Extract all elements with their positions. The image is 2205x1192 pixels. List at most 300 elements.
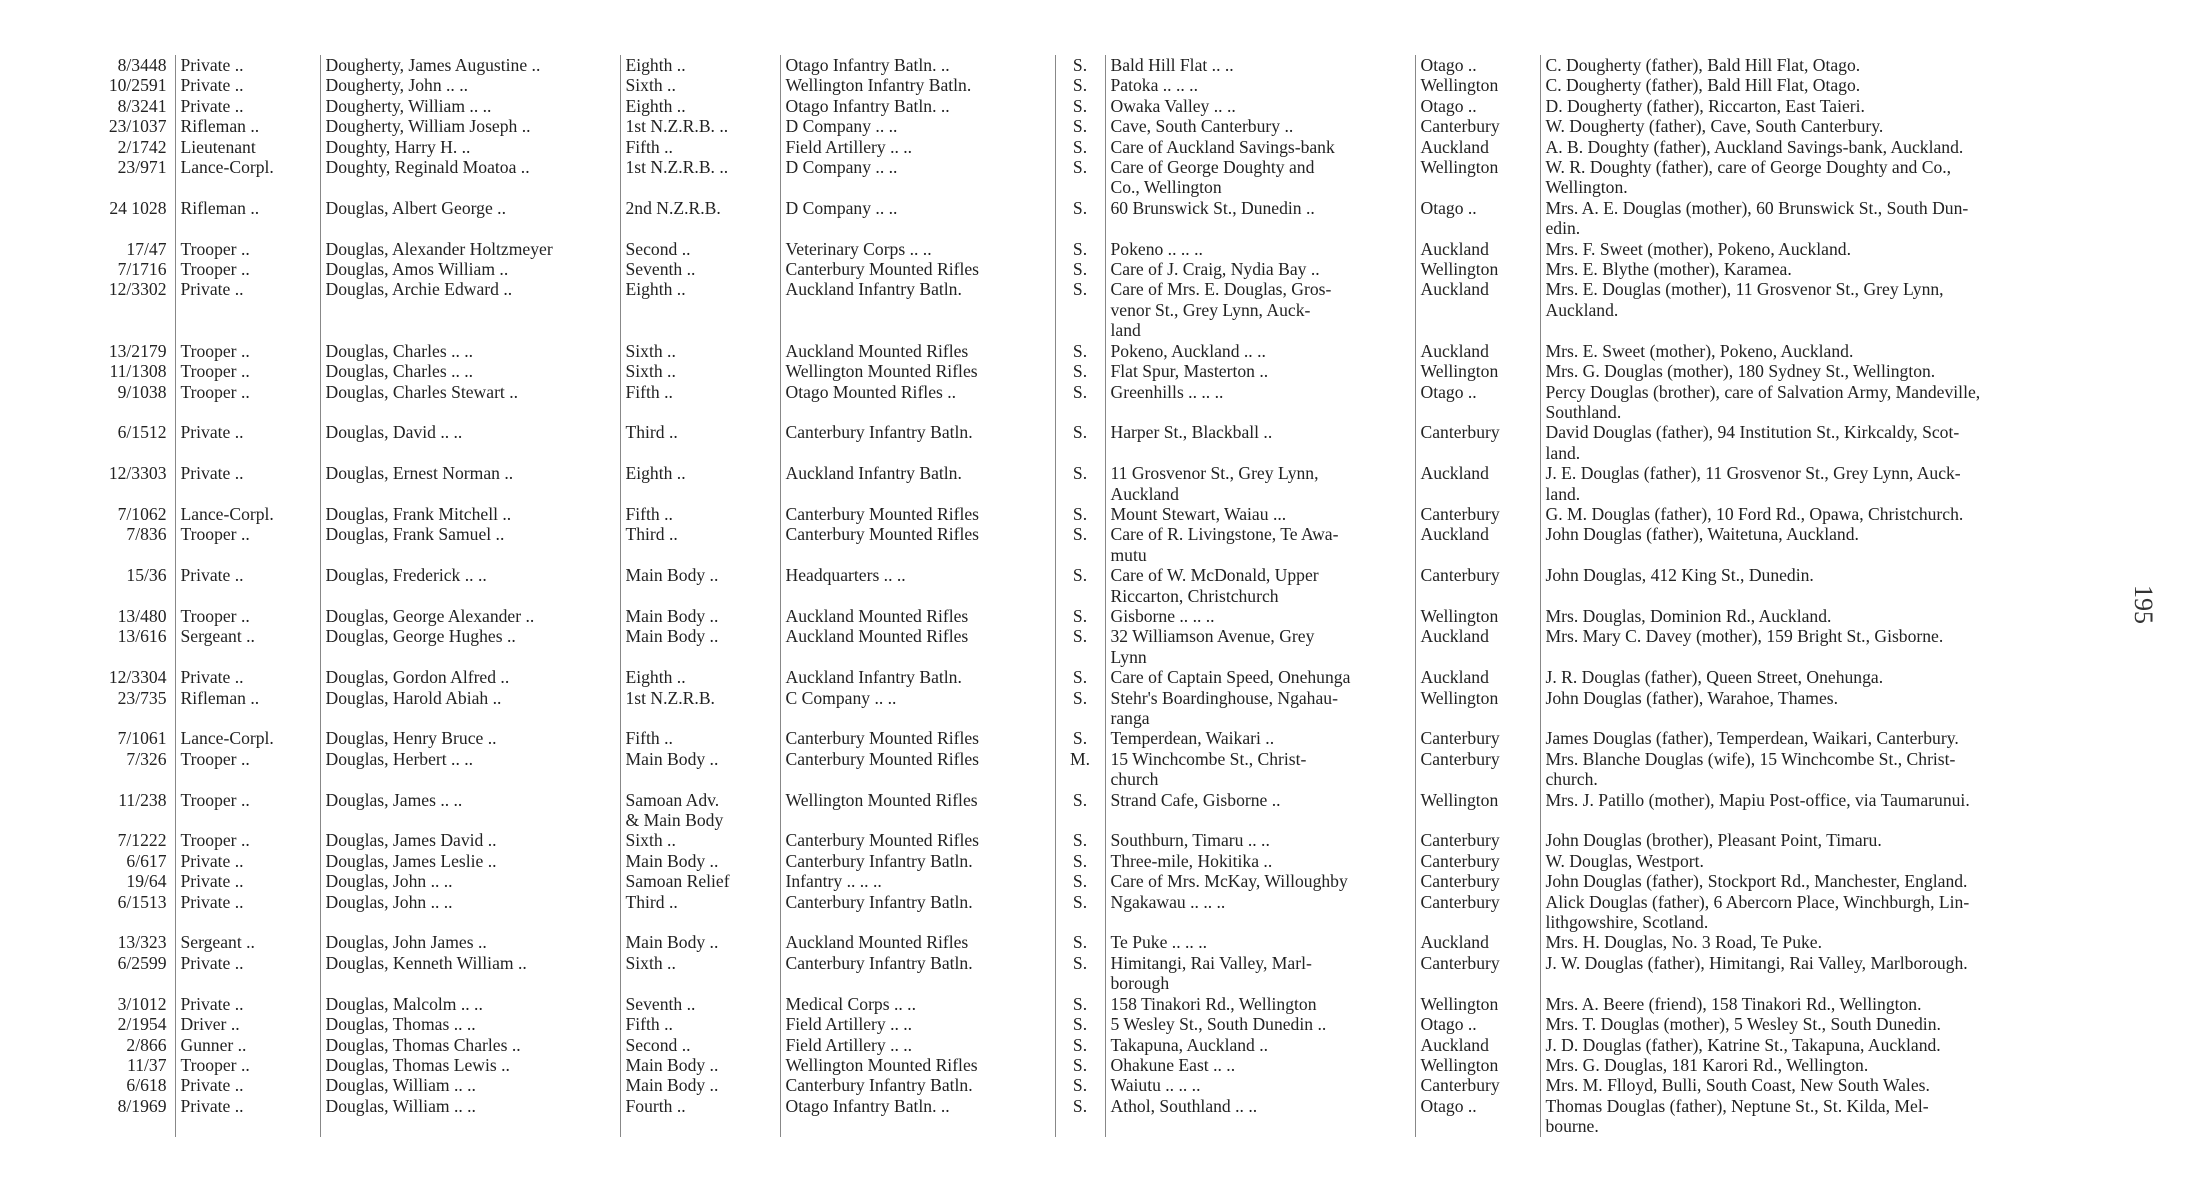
soldier-name-cell: Douglas, John .. .. <box>320 871 620 891</box>
district-cell: Canterbury <box>1415 953 1540 994</box>
last-address-cell: Harper St., Blackball .. <box>1105 422 1415 463</box>
next-of-kin-cell: W. R. Doughty (father), care of George Doughty and Co., Wellington. <box>1540 157 2140 198</box>
regimental-number-cell: 2/1954 <box>117 1014 167 1035</box>
marital-status-cell: S. <box>1055 463 1105 504</box>
last-address-cell: Mount Stewart, Waiau ... <box>1105 504 1415 524</box>
district-cell: Auckland <box>1415 137 1540 157</box>
district-cell: Canterbury <box>1415 851 1540 871</box>
regimental-number-cell: 7/1061 <box>117 728 167 749</box>
table-row <box>70 626 2140 667</box>
marital-status-cell: S. <box>1055 606 1105 626</box>
next-of-kin-cell: Mrs. E. Douglas (mother), 11 Grosvenor St., Grey Lynn, Auckland. <box>1540 279 2140 340</box>
district-cell: Canterbury <box>1415 565 1540 606</box>
unit-cell: D Company .. .. <box>780 157 1055 198</box>
soldier-name-cell: Douglas, William .. .. <box>320 1096 620 1137</box>
draft-cell: Fifth .. <box>620 728 780 748</box>
regimental-number-cell: 9/1038 <box>117 381 167 402</box>
draft-cell: Sixth .. <box>620 341 780 361</box>
unit-cell: C Company .. .. <box>780 688 1055 729</box>
draft-cell: Main Body .. <box>620 1055 780 1075</box>
draft-cell: Seventh .. <box>620 259 780 279</box>
district-cell: Wellington <box>1415 994 1540 1014</box>
regimental-number-cell: 8/3241 <box>117 95 167 116</box>
draft-cell: 1st N.Z.R.B. .. <box>620 116 780 136</box>
regimental-number-cell: 11/1308 <box>109 361 167 382</box>
marital-status-cell: S. <box>1055 932 1105 952</box>
unit-cell: Auckland Infantry Batln. <box>780 279 1055 340</box>
rank-cell: Private .. <box>175 851 320 871</box>
district-cell: Wellington <box>1415 259 1540 279</box>
next-of-kin-cell: John Douglas (father), Stockport Rd., Manchester, England. <box>1540 871 2140 891</box>
rank-cell: Rifleman .. <box>175 116 320 136</box>
rank-cell: Gunner .. <box>175 1035 320 1055</box>
next-of-kin-cell: C. Dougherty (father), Bald Hill Flat, Otago. <box>1540 55 2140 75</box>
next-of-kin-cell: Mrs. G. Douglas, 181 Karori Rd., Wellington. <box>1540 1055 2140 1075</box>
soldier-name-cell: Douglas, James .. .. <box>320 790 620 831</box>
table-row <box>70 851 2140 871</box>
district-cell: Auckland <box>1415 667 1540 687</box>
table-row <box>70 728 2140 748</box>
rank-cell: Private .. <box>175 565 320 606</box>
regimental-number-cell: 15/36 <box>126 565 167 586</box>
district-cell: Canterbury <box>1415 728 1540 748</box>
draft-cell: Third .. <box>620 524 780 565</box>
district-cell: Auckland <box>1415 932 1540 952</box>
next-of-kin-cell: Mrs. T. Douglas (mother), 5 Wesley St., South Dunedin. <box>1540 1014 2140 1034</box>
regimental-number-cell: 12/3302 <box>108 279 167 300</box>
soldier-name-cell: Douglas, James David .. <box>320 830 620 850</box>
rank-cell: Private .. <box>175 279 320 340</box>
next-of-kin-cell: Mrs. A. E. Douglas (mother), 60 Brunswick St., South Dun- edin. <box>1540 198 2140 239</box>
soldier-name-cell: Douglas, Charles .. .. <box>320 341 620 361</box>
rank-cell: Trooper .. <box>175 790 320 831</box>
next-of-kin-cell: Mrs. J. Patillo (mother), Mapiu Post-office, via Taumarunui. <box>1540 790 2140 831</box>
table-row <box>70 1096 2140 1137</box>
regimental-number-cell: 7/1222 <box>117 830 167 851</box>
rank-cell: Trooper .. <box>175 382 320 423</box>
soldier-name-cell: Douglas, Kenneth William .. <box>320 953 620 994</box>
district-cell: Otago .. <box>1415 55 1540 75</box>
marital-status-cell: S. <box>1055 96 1105 116</box>
draft-cell: Main Body .. <box>620 932 780 952</box>
regimental-number-cell: 6/2599 <box>117 952 167 973</box>
regimental-number-cell: 13/480 <box>117 605 167 626</box>
next-of-kin-cell: Mrs. G. Douglas (mother), 180 Sydney St., Wellington. <box>1540 361 2140 381</box>
soldier-name-cell: Douglas, Thomas .. .. <box>320 1014 620 1034</box>
draft-cell: Seventh .. <box>620 994 780 1014</box>
district-cell: Canterbury <box>1415 830 1540 850</box>
last-address-cell: Greenhills .. .. .. <box>1105 382 1415 423</box>
district-cell: Canterbury <box>1415 892 1540 933</box>
last-address-cell: Care of Captain Speed, Onehunga <box>1105 667 1415 687</box>
regimental-number-cell: 13/323 <box>117 932 167 953</box>
rank-cell: Trooper .. <box>175 1055 320 1075</box>
last-address-cell: Southburn, Timaru .. .. <box>1105 830 1415 850</box>
regimental-number-cell: 23/1037 <box>108 116 167 137</box>
draft-cell: Second .. <box>620 239 780 259</box>
marital-status-cell: S. <box>1055 830 1105 850</box>
regimental-number-cell: 13/2179 <box>108 340 167 361</box>
regimental-number-cell: 12/3304 <box>108 667 167 688</box>
last-address-cell: Temperdean, Waikari .. <box>1105 728 1415 748</box>
regimental-number-cell: 23/735 <box>117 687 167 708</box>
next-of-kin-cell: Mrs. M. Flloyd, Bulli, South Coast, New South Wales. <box>1540 1075 2140 1095</box>
next-of-kin-cell: John Douglas, 412 King St., Dunedin. <box>1540 565 2140 606</box>
district-cell: Wellington <box>1415 606 1540 626</box>
last-address-cell: Stehr's Boardinghouse, Ngahau- ranga <box>1105 688 1415 729</box>
unit-cell: Auckland Infantry Batln. <box>780 463 1055 504</box>
table-row <box>70 749 2140 790</box>
draft-cell: Third .. <box>620 892 780 933</box>
table-row <box>70 137 2140 157</box>
last-address-cell: Te Puke .. .. .. <box>1105 932 1415 952</box>
unit-cell: Veterinary Corps .. .. <box>780 239 1055 259</box>
soldier-name-cell: Douglas, Herbert .. .. <box>320 749 620 790</box>
last-address-cell: 158 Tinakori Rd., Wellington <box>1105 994 1415 1014</box>
table-row <box>70 361 2140 381</box>
draft-cell: Third .. <box>620 422 780 463</box>
marital-status-cell: S. <box>1055 1096 1105 1137</box>
draft-cell: Main Body .. <box>620 1075 780 1095</box>
unit-cell: D Company .. .. <box>780 116 1055 136</box>
marital-status-cell: S. <box>1055 953 1105 994</box>
marital-status-cell: S. <box>1055 994 1105 1014</box>
marital-status-cell: S. <box>1055 1014 1105 1034</box>
marital-status-cell: S. <box>1055 688 1105 729</box>
district-cell: Canterbury <box>1415 871 1540 891</box>
regimental-number-cell: 24 1028 <box>109 197 167 218</box>
last-address-cell: Care of Auckland Savings-bank <box>1105 137 1415 157</box>
last-address-cell: Cave, South Canterbury .. <box>1105 116 1415 136</box>
last-address-cell: Patoka .. .. .. <box>1105 75 1415 95</box>
soldier-name-cell: Douglas, Gordon Alfred .. <box>320 667 620 687</box>
rank-cell: Lance-Corpl. <box>175 504 320 524</box>
unit-cell: Canterbury Mounted Rifles <box>780 830 1055 850</box>
draft-cell: Fifth .. <box>620 1014 780 1034</box>
marital-status-cell: S. <box>1055 1055 1105 1075</box>
rank-cell: Private .. <box>175 422 320 463</box>
last-address-cell: Ngakawau .. .. .. <box>1105 892 1415 933</box>
next-of-kin-cell: Thomas Douglas (father), Neptune St., St. Kilda, Mel- bourne. <box>1540 1096 2140 1137</box>
table-row <box>70 565 2140 606</box>
table-row <box>70 688 2140 729</box>
soldier-name-cell: Dougherty, John .. .. <box>320 75 620 95</box>
marital-status-cell: S. <box>1055 871 1105 891</box>
rank-cell: Rifleman .. <box>175 688 320 729</box>
marital-status-cell: S. <box>1055 524 1105 565</box>
rank-cell: Rifleman .. <box>175 198 320 239</box>
regimental-number-cell: 11/238 <box>118 789 167 810</box>
next-of-kin-cell: James Douglas (father), Temperdean, Waikari, Canterbury. <box>1540 728 2140 748</box>
regimental-number-cell: 13/616 <box>117 626 167 647</box>
next-of-kin-cell: Alick Douglas (father), 6 Abercorn Place, Winchburgh, Lin- lithgowshire, Scotland. <box>1540 892 2140 933</box>
marital-status-cell: S. <box>1055 1035 1105 1055</box>
unit-cell: Auckland Mounted Rifles <box>780 341 1055 361</box>
draft-cell: Main Body .. <box>620 626 780 667</box>
soldier-name-cell: Douglas, Archie Edward .. <box>320 279 620 340</box>
table-row <box>70 116 2140 136</box>
soldier-name-cell: Douglas, Alexander Holtzmeyer <box>320 239 620 259</box>
soldier-name-cell: Douglas, Frederick .. .. <box>320 565 620 606</box>
soldier-name-cell: Doughty, Reginald Moatoa .. <box>320 157 620 198</box>
regimental-number-cell: 10/2591 <box>108 75 167 96</box>
unit-cell: Wellington Mounted Rifles <box>780 790 1055 831</box>
table-row <box>70 259 2140 279</box>
unit-cell: Otago Infantry Batln. .. <box>780 1096 1055 1137</box>
last-address-cell: Athol, Southland .. .. <box>1105 1096 1415 1137</box>
marital-status-cell: S. <box>1055 667 1105 687</box>
marital-status-cell: S. <box>1055 422 1105 463</box>
rank-cell: Private .. <box>175 75 320 95</box>
soldier-name-cell: Douglas, George Hughes .. <box>320 626 620 667</box>
district-cell: Auckland <box>1415 279 1540 340</box>
table-row <box>70 463 2140 504</box>
soldier-name-cell: Douglas, Albert George .. <box>320 198 620 239</box>
regimental-number-cell: 8/3448 <box>117 55 167 75</box>
unit-cell: Auckland Mounted Rifles <box>780 932 1055 952</box>
table-row <box>70 1055 2140 1075</box>
rank-cell: Private .. <box>175 994 320 1014</box>
unit-cell: Field Artillery .. .. <box>780 1014 1055 1034</box>
district-cell: Auckland <box>1415 463 1540 504</box>
table-row <box>70 830 2140 850</box>
marital-status-cell: S. <box>1055 259 1105 279</box>
unit-cell: Medical Corps .. .. <box>780 994 1055 1014</box>
unit-cell: Infantry .. .. .. <box>780 871 1055 891</box>
unit-cell: Canterbury Infantry Batln. <box>780 851 1055 871</box>
draft-cell: Fifth .. <box>620 382 780 423</box>
draft-cell: Eighth .. <box>620 279 780 340</box>
table-row <box>70 790 2140 831</box>
rank-cell: Private .. <box>175 953 320 994</box>
soldier-name-cell: Douglas, George Alexander .. <box>320 606 620 626</box>
next-of-kin-cell: Mrs. Douglas, Dominion Rd., Auckland. <box>1540 606 2140 626</box>
last-address-cell: Three-mile, Hokitika .. <box>1105 851 1415 871</box>
last-address-cell: Owaka Valley .. .. <box>1105 96 1415 116</box>
unit-cell: Canterbury Infantry Batln. <box>780 892 1055 933</box>
regimental-number-cell: 6/617 <box>126 850 167 871</box>
table-row <box>70 341 2140 361</box>
table-row <box>70 422 2140 463</box>
rank-cell: Lieutenant <box>175 137 320 157</box>
rank-cell: Private .. <box>175 96 320 116</box>
next-of-kin-cell: Mrs. H. Douglas, No. 3 Road, Te Puke. <box>1540 932 2140 952</box>
next-of-kin-cell: Mrs. A. Beere (friend), 158 Tinakori Rd., Wellington. <box>1540 994 2140 1014</box>
marital-status-cell: S. <box>1055 382 1105 423</box>
next-of-kin-cell: Mrs. Blanche Douglas (wife), 15 Winchcombe St., Christ- church. <box>1540 749 2140 790</box>
marital-status-cell: S. <box>1055 1075 1105 1095</box>
marital-status-cell: S. <box>1055 341 1105 361</box>
unit-cell: Field Artillery .. .. <box>780 137 1055 157</box>
last-address-cell: Care of J. Craig, Nydia Bay .. <box>1105 259 1415 279</box>
next-of-kin-cell: W. Dougherty (father), Cave, South Canterbury. <box>1540 116 2140 136</box>
regimental-number-cell: 23/971 <box>117 157 167 178</box>
next-of-kin-cell: Mrs. E. Sweet (mother), Pokeno, Auckland. <box>1540 341 2140 361</box>
draft-cell: Eighth .. <box>620 96 780 116</box>
last-address-cell: Gisborne .. .. .. <box>1105 606 1415 626</box>
soldier-name-cell: Dougherty, William .. .. <box>320 96 620 116</box>
marital-status-cell: S. <box>1055 279 1105 340</box>
soldier-name-cell: Douglas, John James .. <box>320 932 620 952</box>
draft-cell: Eighth .. <box>620 55 780 75</box>
district-cell: Auckland <box>1415 341 1540 361</box>
unit-cell: Wellington Infantry Batln. <box>780 75 1055 95</box>
rank-cell: Private .. <box>175 667 320 687</box>
last-address-cell: Care of George Doughty and Co., Wellington <box>1105 157 1415 198</box>
last-address-cell: Himitangi, Rai Valley, Marl- borough <box>1105 953 1415 994</box>
draft-cell: Sixth .. <box>620 830 780 850</box>
rank-cell: Private .. <box>175 871 320 891</box>
unit-cell: Auckland Infantry Batln. <box>780 667 1055 687</box>
next-of-kin-cell: John Douglas (father), Waitetuna, Auckland. <box>1540 524 2140 565</box>
draft-cell: Fourth .. <box>620 1096 780 1137</box>
marital-status-cell: S. <box>1055 75 1105 95</box>
draft-cell: Fifth .. <box>620 137 780 157</box>
table-row <box>70 892 2140 933</box>
marital-status-cell: S. <box>1055 137 1105 157</box>
last-address-cell: Ohakune East .. .. <box>1105 1055 1415 1075</box>
next-of-kin-cell: D. Dougherty (father), Riccarton, East Taieri. <box>1540 96 2140 116</box>
regimental-number-cell: 7/1062 <box>117 503 167 524</box>
last-address-cell: Care of R. Livingstone, Te Awa- mutu <box>1105 524 1415 565</box>
last-address-cell: Flat Spur, Masterton .. <box>1105 361 1415 381</box>
marital-status-cell: S. <box>1055 239 1105 259</box>
last-address-cell: Bald Hill Flat .. .. <box>1105 55 1415 75</box>
unit-cell: Auckland Mounted Rifles <box>780 606 1055 626</box>
rank-cell: Trooper .. <box>175 749 320 790</box>
soldier-name-cell: Douglas, Ernest Norman .. <box>320 463 620 504</box>
regimental-number-cell: 8/1969 <box>117 1095 167 1116</box>
unit-cell: D Company .. .. <box>780 198 1055 239</box>
draft-cell: Eighth .. <box>620 667 780 687</box>
marital-status-cell: S. <box>1055 728 1105 748</box>
table-row <box>70 667 2140 687</box>
table-row <box>70 75 2140 95</box>
district-cell: Otago .. <box>1415 1096 1540 1137</box>
rank-cell: Trooper .. <box>175 830 320 850</box>
soldier-name-cell: Douglas, Charles Stewart .. <box>320 382 620 423</box>
table-row <box>70 953 2140 994</box>
unit-cell: Wellington Mounted Rifles <box>780 1055 1055 1075</box>
district-cell: Canterbury <box>1415 1075 1540 1095</box>
last-address-cell: Care of W. McDonald, Upper Riccarton, Christchurch <box>1105 565 1415 606</box>
nominal-roll-table <box>70 55 2140 1137</box>
next-of-kin-cell: A. B. Doughty (father), Auckland Savings-bank, Auckland. <box>1540 137 2140 157</box>
unit-cell: Canterbury Mounted Rifles <box>780 524 1055 565</box>
rank-cell: Trooper .. <box>175 524 320 565</box>
last-address-cell: Care of Mrs. McKay, Willoughby <box>1105 871 1415 891</box>
unit-cell: Canterbury Infantry Batln. <box>780 953 1055 994</box>
next-of-kin-cell: J. E. Douglas (father), 11 Grosvenor St., Grey Lynn, Auck- land. <box>1540 463 2140 504</box>
district-cell: Otago .. <box>1415 198 1540 239</box>
regimental-number-cell: 19/64 <box>126 871 167 892</box>
marital-status-cell: S. <box>1055 55 1105 75</box>
unit-cell: Field Artillery .. .. <box>780 1035 1055 1055</box>
draft-cell: Second .. <box>620 1035 780 1055</box>
marital-status-cell: S. <box>1055 892 1105 933</box>
unit-cell: Otago Infantry Batln. .. <box>780 55 1055 75</box>
last-address-cell: 5 Wesley St., South Dunedin .. <box>1105 1014 1415 1034</box>
next-of-kin-cell: Mrs. E. Blythe (mother), Karamea. <box>1540 259 2140 279</box>
table-row <box>70 606 2140 626</box>
rank-cell: Private .. <box>175 1075 320 1095</box>
table-row <box>70 198 2140 239</box>
unit-cell: Canterbury Mounted Rifles <box>780 259 1055 279</box>
table-row <box>70 932 2140 952</box>
next-of-kin-cell: G. M. Douglas (father), 10 Ford Rd., Opawa, Christchurch. <box>1540 504 2140 524</box>
draft-cell: Main Body .. <box>620 606 780 626</box>
draft-cell: Samoan Adv. & Main Body <box>620 790 780 831</box>
last-address-cell: Pokeno, Auckland .. .. <box>1105 341 1415 361</box>
soldier-name-cell: Douglas, John .. .. <box>320 892 620 933</box>
last-address-cell: Strand Cafe, Gisborne .. <box>1105 790 1415 831</box>
draft-cell: 1st N.Z.R.B. <box>620 688 780 729</box>
draft-cell: Main Body .. <box>620 749 780 790</box>
district-cell: Wellington <box>1415 157 1540 198</box>
district-cell: Canterbury <box>1415 504 1540 524</box>
soldier-name-cell: Douglas, David .. .. <box>320 422 620 463</box>
district-cell: Wellington <box>1415 75 1540 95</box>
unit-cell: Headquarters .. .. <box>780 565 1055 606</box>
regimental-number-cell: 17/47 <box>126 238 167 259</box>
regimental-number-cell: 3/1012 <box>117 993 167 1014</box>
regimental-number-cell: 7/1716 <box>117 259 167 280</box>
draft-cell: Samoan Relief <box>620 871 780 891</box>
marital-status-cell: S. <box>1055 361 1105 381</box>
soldier-name-cell: Douglas, Frank Mitchell .. <box>320 504 620 524</box>
rank-cell: Private .. <box>175 892 320 933</box>
district-cell: Wellington <box>1415 361 1540 381</box>
regimental-number-cell: 6/1513 <box>117 891 167 912</box>
soldier-name-cell: Douglas, Malcolm .. .. <box>320 994 620 1014</box>
table-row <box>70 96 2140 116</box>
soldier-name-cell: Doughty, Harry H. .. <box>320 137 620 157</box>
regimental-number-cell: 7/326 <box>126 748 167 769</box>
draft-cell: Sixth .. <box>620 953 780 994</box>
district-cell: Auckland <box>1415 524 1540 565</box>
next-of-kin-cell: J. D. Douglas (father), Katrine St., Takapuna, Auckland. <box>1540 1035 2140 1055</box>
regimental-number-cell: 6/1512 <box>117 422 167 443</box>
rank-cell: Trooper .. <box>175 259 320 279</box>
table-row <box>70 382 2140 423</box>
soldier-name-cell: Douglas, Frank Samuel .. <box>320 524 620 565</box>
district-cell: Otago .. <box>1415 1014 1540 1034</box>
table-row <box>70 1035 2140 1055</box>
unit-cell: Canterbury Mounted Rifles <box>780 728 1055 748</box>
rank-cell: Trooper .. <box>175 239 320 259</box>
marital-status-cell: S. <box>1055 851 1105 871</box>
table-row <box>70 524 2140 565</box>
unit-cell: Otago Mounted Rifles .. <box>780 382 1055 423</box>
regimental-number-cell: 6/618 <box>126 1075 167 1096</box>
rank-cell: Sergeant .. <box>175 626 320 667</box>
regimental-number-cell: 2/1742 <box>117 136 167 157</box>
table-row <box>70 55 2140 75</box>
soldier-name-cell: Douglas, Charles .. .. <box>320 361 620 381</box>
rank-cell: Lance-Corpl. <box>175 157 320 198</box>
soldier-name-cell: Douglas, Harold Abiah .. <box>320 688 620 729</box>
draft-cell: Eighth .. <box>620 463 780 504</box>
table-row <box>70 1014 2140 1034</box>
unit-cell: Canterbury Infantry Batln. <box>780 422 1055 463</box>
table-row <box>70 157 2140 198</box>
table-row <box>70 279 2140 340</box>
soldier-name-cell: Douglas, Thomas Charles .. <box>320 1035 620 1055</box>
soldier-name-cell: Douglas, Amos William .. <box>320 259 620 279</box>
next-of-kin-cell: David Douglas (father), 94 Institution St., Kirkcaldy, Scot- land. <box>1540 422 2140 463</box>
marital-status-cell: S. <box>1055 157 1105 198</box>
district-cell: Wellington <box>1415 1055 1540 1075</box>
